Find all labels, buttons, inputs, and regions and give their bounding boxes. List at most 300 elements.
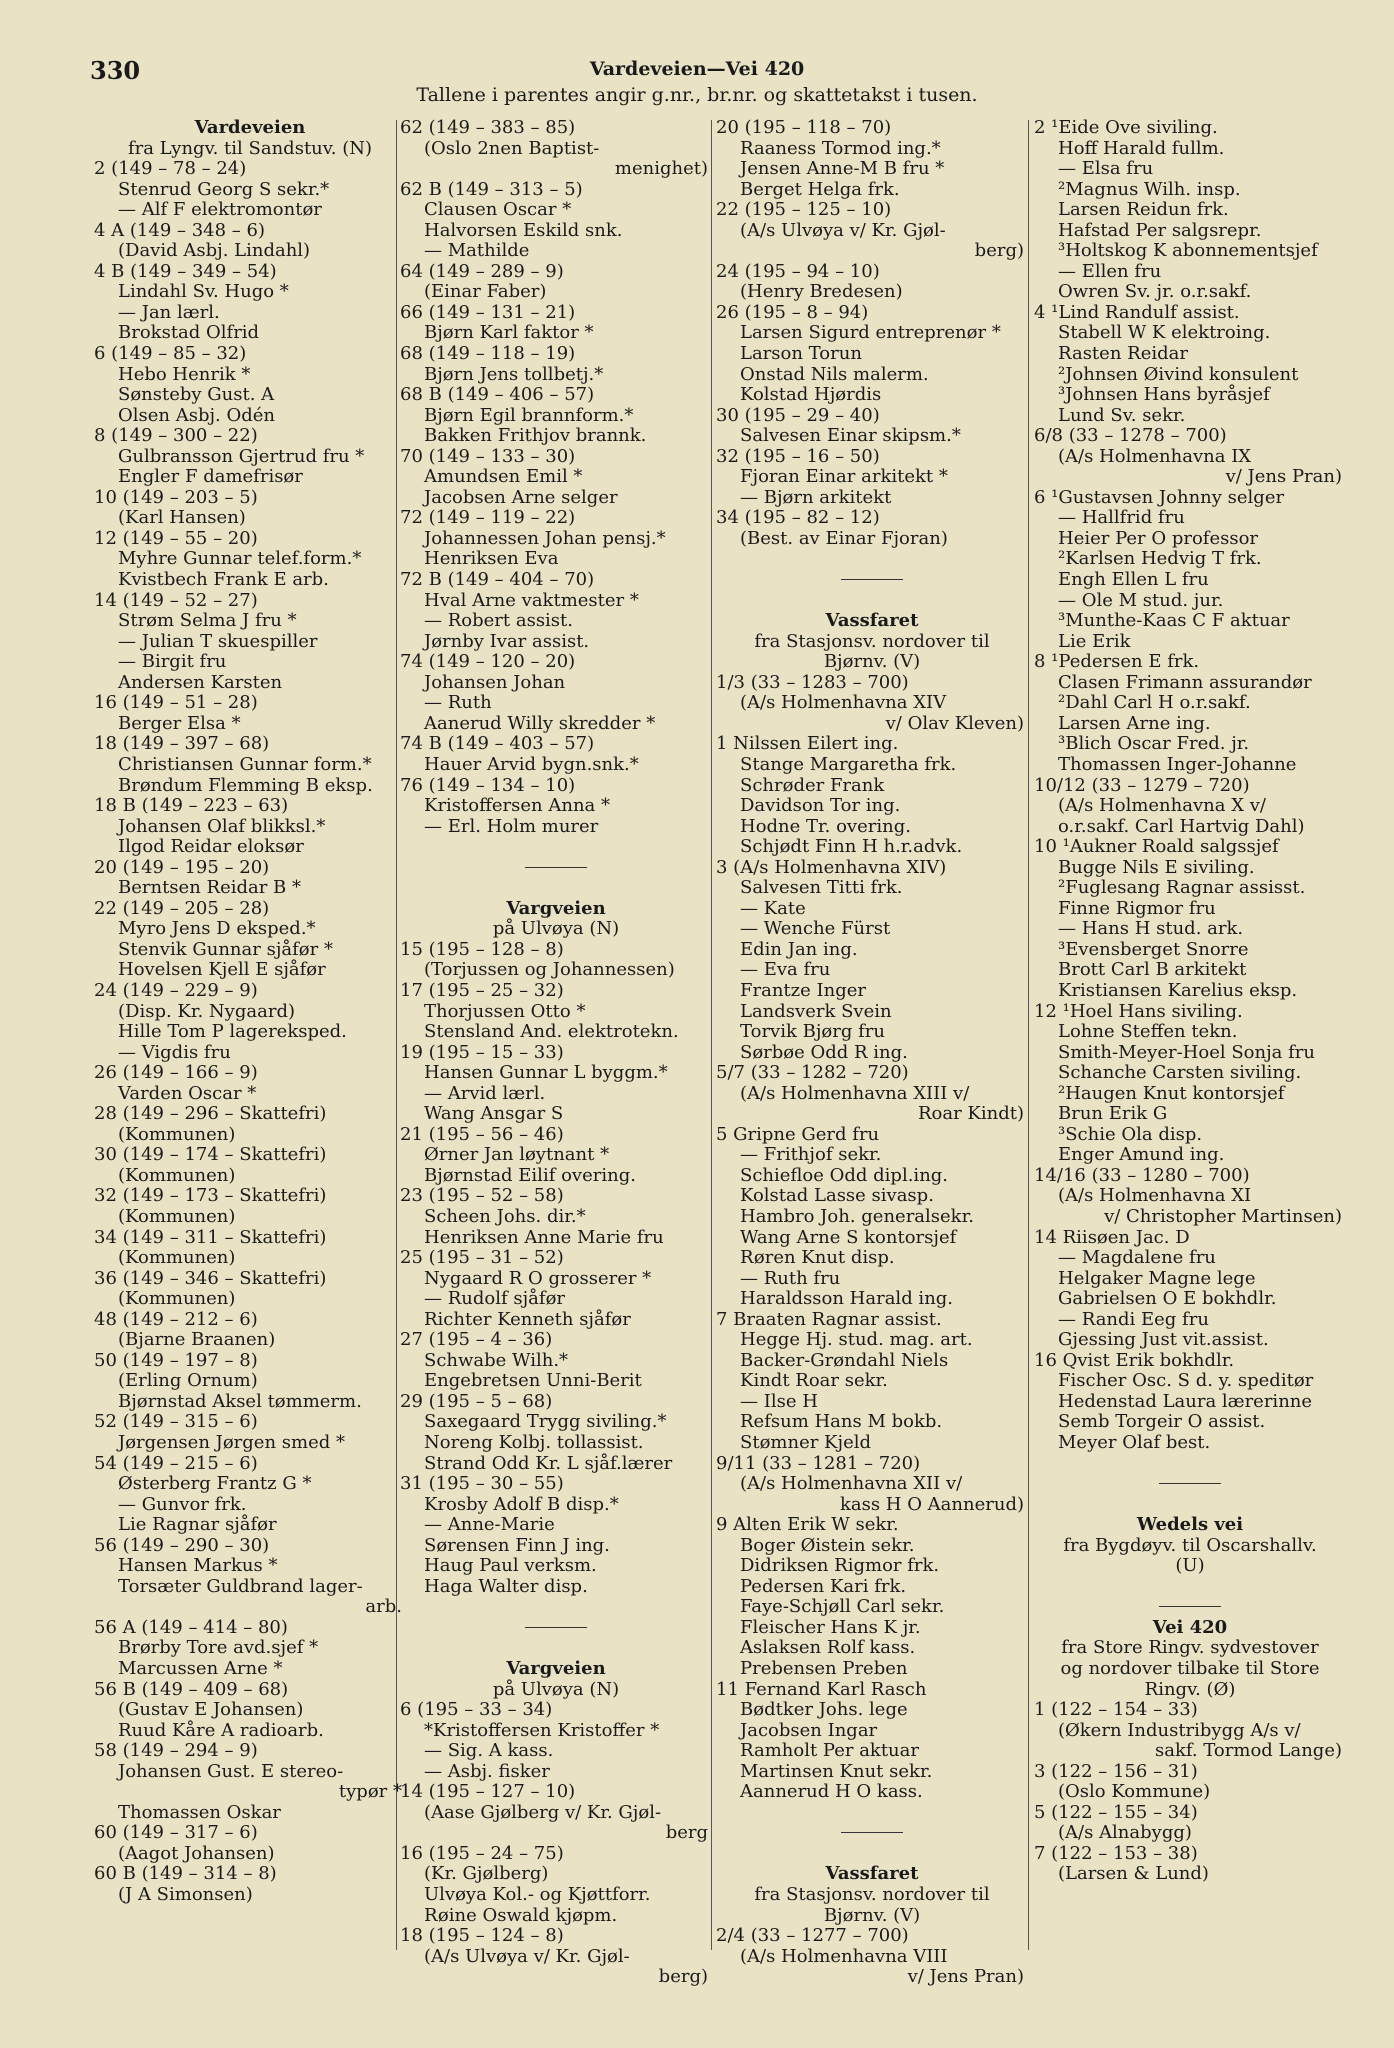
directory-entry: Brun Erik G xyxy=(1058,1103,1168,1125)
directory-entry: (Erling Ornum) xyxy=(118,1370,258,1392)
directory-entry: Engh Ellen L fru xyxy=(1058,569,1209,591)
directory-entry: 30 (195 – 29 – 40) xyxy=(716,404,880,426)
directory-entry: — Hallfrid fru xyxy=(1058,507,1185,529)
directory-entry: — Ellen fru xyxy=(1058,260,1162,282)
directory-entry: v/ Olav Kleven) xyxy=(885,712,1024,734)
directory-entry: v/ Jens Pran) xyxy=(1225,466,1342,488)
directory-entry: Hedenstad Laura lærerinne xyxy=(1058,1390,1313,1412)
directory-entry: 4 A (149 – 348 – 6) xyxy=(94,219,265,241)
directory-entry: 25 (195 – 31 – 52) xyxy=(400,1247,564,1269)
directory-entry: 32 (149 – 173 – Skattefri) xyxy=(94,1185,327,1207)
directory-entry: (Aagot Johansen) xyxy=(118,1842,275,1864)
directory-entry: Aslaksen Rolf kass. xyxy=(740,1637,916,1659)
directory-entry: Johansen Johan xyxy=(424,671,566,693)
directory-entry: Refsum Hans M bokb. xyxy=(740,1411,943,1433)
directory-entry: 72 B (149 – 404 – 70) xyxy=(400,569,595,591)
directory-entry: Hansen Markus * xyxy=(118,1555,278,1577)
directory-entry: ³Holtskog K abonnementsjef xyxy=(1058,240,1318,262)
directory-entry: arb. xyxy=(365,1596,402,1618)
directory-entry: 58 (149 – 294 – 9) xyxy=(94,1740,258,1762)
directory-entry: Clasen Frimann assurandør xyxy=(1058,671,1312,693)
directory-entry: menighet) xyxy=(614,158,708,180)
directory-entry: 1/3 (33 – 1283 – 700) xyxy=(716,671,909,693)
directory-entry: ²Fuglesang Ragnar assisst. xyxy=(1058,877,1306,899)
directory-entry: ³Schie Ola disp. xyxy=(1058,1123,1203,1145)
directory-entry: Torvik Bjørg fru xyxy=(740,1021,885,1043)
spacer xyxy=(1034,1495,1346,1516)
street-description: fra Store Ringv. sydvestover xyxy=(1061,1637,1319,1659)
directory-entry: — Eva fru xyxy=(740,959,831,981)
directory-entry: 54 (149 – 215 – 6) xyxy=(94,1452,258,1474)
directory-entry: Lie Ragnar sjåfør xyxy=(118,1514,277,1536)
directory-entry: 7 (122 – 153 – 38) xyxy=(1034,1842,1198,1864)
directory-entry: Schwabe Wilh.* xyxy=(424,1349,569,1371)
spacer xyxy=(716,1803,1028,1824)
directory-entry: 2 ¹Eide Ove siviling. xyxy=(1034,117,1218,138)
directory-entry: Myhre Gunnar telef.form.* xyxy=(118,548,362,570)
directory-entry: 32 (195 – 16 – 50) xyxy=(716,445,880,467)
directory-entry: 36 (149 – 346 – Skattefri) xyxy=(94,1267,327,1289)
directory-entry: 64 (149 – 289 – 9) xyxy=(400,260,564,282)
directory-entry: berg) xyxy=(974,240,1024,262)
directory-entry: (Kommunen) xyxy=(118,1247,236,1269)
directory-entry: — Kate xyxy=(740,897,806,919)
directory-entry: 18 B (149 – 223 – 63) xyxy=(94,795,289,817)
directory-entry: Boger Øistein sekr. xyxy=(740,1534,915,1556)
spacer xyxy=(400,837,712,858)
directory-entry: Bakken Frithjov brannk. xyxy=(424,425,647,447)
directory-entry: 26 (149 – 166 – 9) xyxy=(94,1062,258,1084)
directory-entry: 10 (149 – 203 – 5) xyxy=(94,486,258,508)
directory-entry: — Magdalene fru xyxy=(1058,1247,1216,1269)
directory-entry: 4 B (149 – 349 – 54) xyxy=(94,260,277,282)
directory-entry: 1 Nilssen Eilert ing. xyxy=(716,733,899,755)
directory-entry: 68 (149 – 118 – 19) xyxy=(400,343,576,365)
directory-entry: 20 (195 – 118 – 70) xyxy=(716,117,892,138)
directory-entry: Ulvøya Kol.- og Kjøttforr. xyxy=(424,1884,651,1906)
directory-entry: sakf. Tormod Lange) xyxy=(1154,1740,1342,1762)
directory-entry: Clausen Oscar * xyxy=(424,199,572,221)
directory-entry: — Frithjof sekr. xyxy=(740,1144,882,1166)
directory-entry: Kolstad Hjørdis xyxy=(740,384,882,406)
directory-entry: v/ Jens Pran) xyxy=(907,1966,1024,1988)
directory-entry: — Wenche Fürst xyxy=(740,918,891,940)
directory-entry: Schiefloe Odd dipl.ing. xyxy=(740,1164,949,1186)
directory-entry: Noreng Kolbj. tollassist. xyxy=(424,1432,644,1453)
directory-entry: Henriksen Anne Marie fru xyxy=(424,1226,664,1248)
directory-entry: Wang Ansgar S xyxy=(424,1103,564,1125)
directory-entry: Andersen Karsten xyxy=(118,671,283,693)
directory-entry: Brott Carl B arkitekt xyxy=(1058,959,1247,981)
directory-entry: Helgaker Magne lege xyxy=(1058,1267,1256,1289)
directory-entry: 72 (149 – 119 – 22) xyxy=(400,507,576,529)
directory-entry: 62 B (149 – 313 – 5) xyxy=(400,178,583,200)
directory-entry: Halvorsen Eskild snk. xyxy=(424,219,623,241)
directory-entry: (A/s Holmenhavna XII v/ xyxy=(740,1473,963,1495)
street-description: fra Stasjonsv. nordover til xyxy=(754,1884,990,1906)
directory-entry: Jacobsen Ingar xyxy=(740,1719,878,1741)
directory-entry: Engebretsen Unni-Berit xyxy=(424,1370,642,1392)
directory-entry: 9/11 (33 – 1281 – 720) xyxy=(716,1452,921,1474)
directory-entry: Frantze Inger xyxy=(740,979,866,1001)
street-description: Ringv. (Ø) xyxy=(1144,1678,1236,1700)
directory-entry: Hansen Gunnar L byggm.* xyxy=(424,1062,668,1084)
directory-entry: Kolstad Lasse sivasp. xyxy=(740,1185,934,1207)
street-heading: Vargveien xyxy=(506,1658,606,1680)
directory-entry: — Randi Eeg fru xyxy=(1058,1308,1209,1330)
directory-entry: Aannerud H O kass. xyxy=(740,1781,923,1803)
directory-column-2 xyxy=(400,118,712,1988)
directory-entry: (Økern Industribygg A/s v/ xyxy=(1058,1719,1301,1741)
directory-entry: 24 (195 – 94 – 10) xyxy=(716,260,880,282)
directory-entry: Salvesen Titti frk. xyxy=(740,877,903,899)
directory-entry: Gulbransson Gjertrud fru * xyxy=(118,445,365,467)
directory-entry: Krosby Adolf B disp.* xyxy=(424,1493,619,1515)
directory-entry: Hval Arne vaktmester * xyxy=(424,589,639,611)
spacer xyxy=(1034,1454,1346,1475)
directory-entry: — Alf F elektromontør xyxy=(118,199,322,221)
directory-entry: Sørensen Finn J ing. xyxy=(424,1534,610,1556)
directory-entry: Finne Rigmor fru xyxy=(1058,897,1216,919)
directory-entry: Haga Walter disp. xyxy=(424,1575,588,1597)
directory-entry: Meyer Olaf best. xyxy=(1058,1432,1211,1453)
directory-entry: Brørby Tore avd.sjef * xyxy=(118,1637,319,1659)
directory-entry: 34 (149 – 311 – Skattefri) xyxy=(94,1226,327,1248)
directory-entry: (A/s Holmenhavna VIII xyxy=(740,1945,948,1967)
directory-entry: — Ruth fru xyxy=(740,1267,841,1289)
directory-entry: 7 Braaten Ragnar assist. xyxy=(716,1308,942,1330)
directory-entry: — Birgit fru xyxy=(118,651,227,673)
directory-entry: Ramholt Per aktuar xyxy=(740,1740,919,1762)
directory-entry: Strøm Selma J fru * xyxy=(118,610,297,632)
directory-entry: 22 (195 – 125 – 10) xyxy=(716,199,892,221)
directory-entry: Stabell W K elektroing. xyxy=(1058,322,1271,344)
directory-entry: Stenrud Georg S sekr.* xyxy=(118,178,330,200)
directory-entry: 17 (195 – 25 – 32) xyxy=(400,979,564,1001)
directory-entry: 60 (149 – 317 – 6) xyxy=(94,1822,258,1844)
directory-entry: Hovelsen Kjell E sjåfør xyxy=(118,959,326,981)
directory-entry: v/ Christopher Martinsen) xyxy=(1104,1205,1342,1227)
directory-entry: Myro Jens D eksped.* xyxy=(118,918,316,940)
page-number: 330 xyxy=(90,56,141,85)
street-heading: Vei 420 xyxy=(1152,1616,1228,1638)
directory-entry: (Kommunen) xyxy=(118,1288,236,1310)
directory-entry: (A/s Holmenhavna IX xyxy=(1058,445,1252,467)
directory-entry: Hegge Hj. stud. mag. art. xyxy=(740,1329,973,1351)
directory-entry: Nygaard R O grosserer * xyxy=(424,1267,652,1289)
directory-entry: Salvesen Einar skipsm.* xyxy=(740,425,961,447)
directory-entry: Lie Erik xyxy=(1058,630,1131,652)
directory-entry: 62 (149 – 383 – 85) xyxy=(400,117,576,138)
directory-entry: Larson Torun xyxy=(740,343,862,365)
street-description: fra Lyngv. til Sandstuv. (N) xyxy=(127,137,373,159)
section-rule xyxy=(716,570,1028,591)
directory-entry: Wang Arne S kontorsjef xyxy=(740,1226,957,1248)
directory-entry: Fjoran Einar arkitekt * xyxy=(740,466,948,488)
directory-entry: Kvistbech Frank E arb. xyxy=(118,569,329,591)
directory-entry: Varden Oscar * xyxy=(118,1082,257,1104)
directory-entry: — Bjørn arkitekt xyxy=(740,486,892,508)
directory-entry: 6 (195 – 33 – 34) xyxy=(400,1699,553,1721)
directory-entry: 2 (149 – 78 – 24) xyxy=(94,158,247,180)
directory-entry: 11 Fernand Karl Rasch xyxy=(716,1678,927,1700)
directory-entry: (Oslo 2nen Baptist- xyxy=(424,137,600,159)
directory-entry: — Gunvor frk. xyxy=(118,1493,247,1515)
directory-entry: 56 B (149 – 409 – 68) xyxy=(94,1678,289,1700)
directory-entry: 28 (149 – 296 – Skattefri) xyxy=(94,1103,327,1125)
directory-entry: Hodne Tr. overing. xyxy=(740,815,911,837)
directory-entry: 12 (149 – 55 – 20) xyxy=(94,527,258,549)
directory-entry: — Asbj. fisker xyxy=(424,1760,550,1782)
directory-entry: — Rudolf sjåfør xyxy=(424,1288,566,1310)
directory-entry: Johannessen Johan pensj.* xyxy=(424,527,666,549)
directory-entry: Haug Paul verksm. xyxy=(424,1555,597,1577)
directory-entry: (Gustav E Johansen) xyxy=(118,1699,304,1721)
directory-entry: 31 (195 – 30 – 55) xyxy=(400,1473,564,1495)
directory-entry: Thorjussen Otto * xyxy=(424,1000,586,1022)
directory-entry: Larsen Arne ing. xyxy=(1058,712,1211,734)
directory-entry: Lund Sv. sekr. xyxy=(1058,404,1186,426)
directory-entry: — Sig. A kass. xyxy=(424,1740,554,1762)
directory-entry: 5/7 (33 – 1282 – 720) xyxy=(716,1062,909,1084)
street-description: Bjørnv. (V) xyxy=(823,651,921,673)
directory-entry: 16 (149 – 51 – 28) xyxy=(94,692,258,714)
directory-entry: Enger Amund ing. xyxy=(1058,1144,1225,1166)
directory-entry: Fischer Osc. S d. y. speditør xyxy=(1058,1370,1314,1392)
section-rule xyxy=(400,1618,712,1639)
directory-entry: 2/4 (33 – 1277 – 700) xyxy=(716,1925,909,1947)
directory-entry: (A/s Alnabygg) xyxy=(1058,1822,1192,1844)
directory-entry: Lohne Steffen tekn. xyxy=(1058,1021,1238,1043)
directory-entry: Johansen Gust. E stereo- xyxy=(118,1760,344,1782)
directory-entry: 1 (122 – 154 – 33) xyxy=(1034,1699,1198,1721)
section-rule xyxy=(400,858,712,879)
directory-entry: 74 (149 – 120 – 20) xyxy=(400,651,576,673)
directory-entry: Johansen Olaf blikksl.* xyxy=(118,815,326,837)
directory-entry: berg xyxy=(665,1822,708,1844)
street-description: og nordover tilbake til Store xyxy=(1060,1658,1320,1680)
directory-entry: 56 (149 – 290 – 30) xyxy=(94,1534,270,1556)
section-rule xyxy=(1034,1597,1346,1618)
directory-entry: 14 (149 – 52 – 27) xyxy=(94,589,258,611)
directory-entry: Haraldsson Harald ing. xyxy=(740,1288,954,1310)
directory-entry: Engler F damefrisør xyxy=(118,466,303,488)
directory-entry: 74 B (149 – 403 – 57) xyxy=(400,733,595,755)
directory-entry: 10/12 (33 – 1279 – 720) xyxy=(1034,774,1250,796)
street-heading: Vardeveien xyxy=(194,117,306,138)
directory-entry: Aanerud Willy skredder * xyxy=(424,712,656,734)
directory-entry: 76 (149 – 134 – 10) xyxy=(400,774,576,796)
directory-entry: Edin Jan ing. xyxy=(740,938,858,960)
directory-entry: Onstad Nils malerm. xyxy=(740,363,929,385)
directory-entry: 52 (149 – 315 – 6) xyxy=(94,1411,258,1433)
directory-entry: 15 (195 – 128 – 8) xyxy=(400,938,564,960)
directory-entry: (A/s Ulvøya v/ Kr. Gjøl- xyxy=(740,219,946,241)
directory-entry: (Henry Bredesen) xyxy=(740,281,903,303)
directory-entry: Amundsen Emil * xyxy=(424,466,583,488)
directory-entry: (Aase Gjølberg v/ Kr. Gjøl- xyxy=(424,1801,662,1823)
directory-entry: Ruud Kåre A radioarb. xyxy=(118,1719,324,1741)
directory-entry: 5 (122 – 155 – 34) xyxy=(1034,1801,1198,1823)
directory-entry: Richter Kenneth sjåfør xyxy=(424,1308,631,1330)
directory-entry: Stenvik Gunnar sjåfør * xyxy=(118,938,333,960)
directory-entry: berg) xyxy=(658,1966,708,1988)
directory-entry: Fleischer Hans K jr. xyxy=(740,1616,921,1638)
directory-entry: Lindahl Sv. Hugo * xyxy=(118,281,289,303)
directory-entry: 10 ¹Aukner Roald salgssjef xyxy=(1034,836,1279,858)
directory-entry: Davidson Tor ing. xyxy=(740,795,901,817)
directory-entry: 23 (195 – 52 – 58) xyxy=(400,1185,564,1207)
spacer xyxy=(716,1844,1028,1865)
directory-entry: Henriksen Eva xyxy=(424,548,559,570)
directory-entry: Marcussen Arne * xyxy=(118,1658,283,1680)
directory-entry: Semb Torgeir O assist. xyxy=(1058,1411,1266,1433)
directory-entry: Østerberg Frantz G * xyxy=(118,1473,312,1495)
directory-entry: 26 (195 – 8 – 94) xyxy=(716,301,869,323)
directory-entry: (Larsen & Lund) xyxy=(1058,1863,1209,1885)
directory-entry: (A/s Ulvøya v/ Kr. Gjøl- xyxy=(424,1945,630,1967)
directory-entry: 22 (149 – 205 – 28) xyxy=(94,897,270,919)
directory-entry: Christiansen Gunnar form.* xyxy=(118,753,372,775)
directory-entry: o.r.sakf. Carl Hartvig Dahl) xyxy=(1058,815,1305,837)
directory-entry: (J A Simonsen) xyxy=(118,1884,253,1906)
directory-entry: (A/s Holmenhavna X v/ xyxy=(1058,795,1266,817)
directory-entry: Ørner Jan løytnant * xyxy=(424,1144,610,1166)
page-subtitle: Tallene i parentes angir g.nr., br.nr. og skattetakst i tusen. xyxy=(416,84,978,106)
directory-entry: (Oslo Kommune) xyxy=(1058,1781,1211,1803)
directory-entry: 56 A (149 – 414 – 80) xyxy=(94,1616,288,1638)
directory-entry: Landsverk Svein xyxy=(740,1000,892,1022)
spacer xyxy=(716,591,1028,612)
directory-entry: Jensen Anne-M B fru * xyxy=(740,158,945,180)
directory-entry: Bjørnstad Eilif overing. xyxy=(424,1164,636,1186)
section-rule xyxy=(716,1823,1028,1844)
directory-entry: Bødtker Johs. lege xyxy=(740,1699,908,1721)
directory-column-4 xyxy=(1034,118,1346,1885)
directory-entry: Larsen Reidun frk. xyxy=(1058,199,1229,221)
directory-entry: Raaness Tormod ing.* xyxy=(740,137,941,159)
directory-entry: 30 (149 – 174 – Skattefri) xyxy=(94,1144,327,1166)
directory-entry: 8 ¹Pedersen E frk. xyxy=(1034,651,1200,673)
directory-entry: — Robert assist. xyxy=(424,610,574,632)
directory-entry: — Elsa fru xyxy=(1058,158,1154,180)
directory-entry: ²Johnsen Øivind konsulent xyxy=(1058,363,1299,385)
directory-entry: Berget Helga frk. xyxy=(740,178,900,200)
directory-entry: 68 B (149 – 406 – 57) xyxy=(400,384,595,406)
directory-entry: 66 (149 – 131 – 21) xyxy=(400,301,576,323)
directory-entry: 6 ¹Gustavsen Johnny selger xyxy=(1034,486,1285,508)
directory-entry: Prebensen Preben xyxy=(740,1658,908,1680)
directory-entry: Røren Knut disp. xyxy=(740,1247,895,1269)
directory-entry: 18 (195 – 124 – 8) xyxy=(400,1925,564,1947)
directory-entry: — Erl. Holm murer xyxy=(424,815,599,837)
directory-entry: — Ilse H xyxy=(740,1390,818,1412)
directory-entry: 27 (195 – 4 – 36) xyxy=(400,1329,553,1351)
spacer xyxy=(400,1597,712,1618)
column-divider xyxy=(1028,120,1029,1950)
directory-entry: Schjødt Finn H h.r.advk. xyxy=(740,836,963,858)
directory-entry: Berntsen Reidar B * xyxy=(118,877,302,899)
spacer xyxy=(400,1638,712,1659)
directory-entry: 29 (195 – 5 – 68) xyxy=(400,1390,553,1412)
directory-entry: 19 (195 – 15 – 33) xyxy=(400,1041,564,1063)
directory-entry: 12 ¹Hoel Hans siviling. xyxy=(1034,1000,1243,1022)
directory-entry: (Torjussen og Johannessen) xyxy=(424,959,675,981)
directory-entry: Bjørn Karl faktor * xyxy=(424,322,594,344)
directory-entry: 20 (149 – 195 – 20) xyxy=(94,856,270,878)
directory-entry: (Kommunen) xyxy=(118,1123,236,1145)
directory-entry: Saxegaard Trygg siviling.* xyxy=(424,1411,667,1433)
directory-entry: Stømner Kjeld xyxy=(740,1432,872,1453)
directory-entry: 5 Gripne Gerd fru xyxy=(716,1123,880,1145)
directory-entry: Bugge Nils E siviling. xyxy=(1058,856,1255,878)
directory-entry: 18 (149 – 397 – 68) xyxy=(94,733,270,755)
directory-entry: Jacobsen Arne selger xyxy=(424,486,618,508)
directory-entry: 9 Alten Erik W sekr. xyxy=(716,1514,899,1536)
directory-entry: Brokstad Olfrid xyxy=(118,322,260,344)
directory-entry: 3 (122 – 156 – 31) xyxy=(1034,1760,1198,1782)
directory-entry: — Vigdis fru xyxy=(118,1041,231,1063)
directory-entry: Gjessing Just vit.assist. xyxy=(1058,1329,1269,1351)
directory-entry: ²Haugen Knut kontorsjef xyxy=(1058,1082,1285,1104)
directory-entry: (Einar Faber) xyxy=(424,281,547,303)
directory-entry: Jørgensen Jørgen smed * xyxy=(118,1432,345,1453)
directory-entry: Hebo Henrik * xyxy=(118,363,251,385)
directory-entry: Stange Margaretha frk. xyxy=(740,753,957,775)
directory-entry: Gabrielsen O E bokhdlr. xyxy=(1058,1288,1277,1310)
directory-entry: — Hans H stud. ark. xyxy=(1058,918,1244,940)
directory-entry: Olsen Asbj. Odén xyxy=(118,404,276,426)
directory-entry: 50 (149 – 197 – 8) xyxy=(94,1349,258,1371)
directory-entry: 34 (195 – 82 – 12) xyxy=(716,507,880,529)
directory-entry: 60 B (149 – 314 – 8) xyxy=(94,1863,277,1885)
directory-entry: Thomassen Inger-Johanne xyxy=(1058,753,1297,775)
street-description: fra Bygdøyv. til Oscarshallv. xyxy=(1063,1534,1317,1556)
directory-entry: Bjørn Jens tollbetj.* xyxy=(424,363,604,385)
directory-entry: Hauer Arvid bygn.snk.* xyxy=(424,753,639,775)
spacer xyxy=(716,549,1028,570)
directory-entry: Thomassen Oskar xyxy=(118,1801,281,1823)
directory-entry: 70 (149 – 133 – 30) xyxy=(400,445,576,467)
directory-entry: ³Blich Oscar Fred. jr. xyxy=(1058,733,1250,755)
directory-entry: Didriksen Rigmor frk. xyxy=(740,1555,940,1577)
directory-entry: *Kristoffersen Kristoffer * xyxy=(424,1719,660,1741)
directory-entry: (Bjarne Braanen) xyxy=(118,1329,276,1351)
street-description: fra Stasjonsv. nordover til xyxy=(754,630,990,652)
directory-entry: Jørnby Ivar assist. xyxy=(424,630,590,652)
directory-entry: (A/s Holmenhavna XIII v/ xyxy=(740,1082,970,1104)
directory-entry: Roar Kindt) xyxy=(917,1103,1024,1125)
directory-entry: Larsen Sigurd entreprenør * xyxy=(740,322,1001,344)
directory-entry: (Kr. Gjølberg) xyxy=(424,1863,549,1885)
directory-entry: kass H O Aannerud) xyxy=(839,1493,1024,1515)
directory-entry: Brøndum Flemming B eksp. xyxy=(118,774,373,796)
directory-entry: Smith-Meyer-Hoel Sonja fru xyxy=(1058,1041,1315,1063)
directory-entry: — Mathilde xyxy=(424,240,530,262)
directory-entry: ³Johnsen Hans byråsjef xyxy=(1058,384,1270,406)
directory-entry: Schanche Carsten siviling. xyxy=(1058,1062,1302,1084)
street-heading: Vassfaret xyxy=(825,610,919,632)
directory-entry: Schrøder Frank xyxy=(740,774,885,796)
directory-entry: 48 (149 – 212 – 6) xyxy=(94,1308,258,1330)
directory-entry: — Jan lærl. xyxy=(118,301,220,323)
directory-entry: Bjørnstad Aksel tømmerm. xyxy=(118,1390,362,1412)
directory-entry: Kristoffersen Anna * xyxy=(424,795,611,817)
directory-entry: 21 (195 – 56 – 46) xyxy=(400,1123,564,1145)
directory-entry: Hafstad Per salgsrepr. xyxy=(1058,219,1262,241)
directory-entry: — Arvid lærl. xyxy=(424,1082,546,1104)
directory-column-1 xyxy=(94,118,406,1906)
